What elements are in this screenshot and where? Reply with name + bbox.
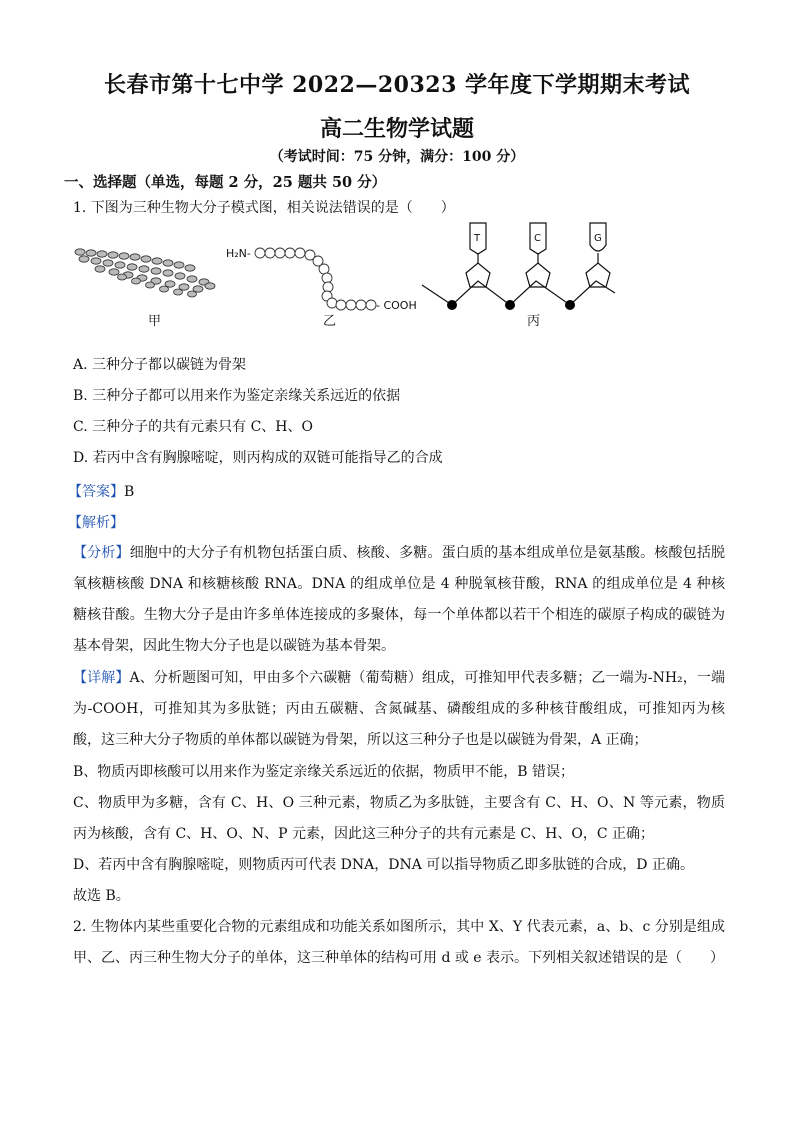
macromolecule-figure [70,215,630,335]
answer-value: B [124,484,135,500]
xiangjie-tag: 【详解】 [73,670,130,686]
exam-info: （考试时间：75 分钟，满分：100 分） [269,149,525,165]
nucleic-acid-diagram [422,223,615,305]
label-yi: 乙 [323,314,337,329]
base-g-label: G [594,233,602,244]
label-jia: 甲 [148,314,162,329]
analysis-heading: 【解析】 [68,515,124,531]
detail-paragraph-b: B、物质丙即核酸可以用来作为鉴定亲缘关系远近的依据，物质甲不能，B 错误； [73,764,575,780]
detail-a-text: A、分析题图可知，甲由多个六碳糖（葡萄糖）组成，可推知甲代表多糖；乙一端为-NH₂，一端为-COOH，可推知其为多肽链；丙由五碳糖、含氮碱基、磷酸组成的多种核苷酸组成，可推知丙为核酸，这三种大分子物质的单体都以碳链为骨架，所以这三种分子也是以碳链为骨架，A 正确； [73,670,725,748]
fenxi-tag: 【分析】 [73,545,130,561]
detail-paragraph-a [73,663,725,756]
section-heading: 一、选择题（单选，每题 2 分，25 题共 50 分） [64,174,387,191]
polypeptide-diagram [255,248,376,310]
conclusion: 故选 B。 [73,888,130,904]
base-c-label: C [534,233,541,244]
answer-line [68,481,134,501]
fenxi-text: 细胞中的大分子有机物包括蛋白质、核酸、多糖。蛋白质的基本组成单位是氨基酸。核酸包括脱氧核糖核酸 DNA 和核糖核酸 RNA。DNA 的组成单位是 4 种脱氧核苷酸，RNA 的组成单位是 4 种核糖核苷酸。生物大分子是由许多单体连接成的多聚体，每一个单体都以若干个相连的碳原子构成的碳链为基本骨架，因此生物大分子也是以碳链为基本骨架。 [73,545,726,654]
question-1-stem: 1. 下图为三种生物大分子模式图，相关说法错误的是（ ） [73,200,455,216]
exam-title: 长春市第十七中学 2022—20323 学年度下学期期末考试 [103,72,691,98]
option-d: D. 若丙中含有胸腺嘧啶，则丙构成的双链可能指导乙的合成 [73,450,443,466]
option-a: A. 三种分子都以碳链为骨架 [73,357,247,373]
amino-end-label: H₂N- [226,247,251,260]
label-bing: 丙 [527,314,541,329]
analysis-paragraph [73,538,725,662]
polysaccharide-diagram [75,249,215,297]
phosphate-groups [447,300,575,310]
carboxyl-end-label: - COOH [376,299,417,312]
detail-paragraph-d: D、若丙中含有胸腺嘧啶，则物质丙可代表 DNA，DNA 可以指导物质乙即多肽链的合成，D 正确。 [73,857,694,873]
option-b: B. 三种分子都可以用来作为鉴定亲缘关系远近的依据 [73,388,401,404]
question-1-options [73,355,443,479]
option-c: C. 三种分子的共有元素只有 C、H、O [73,419,313,435]
detail-paragraph-c: C、物质甲为多糖，含有 C、H、O 三种元素，物质乙为多肽链，主要含有 C、H、O、N 等元素，物质丙为核酸，含有 C、H、O、N、P 元素，因此这三种分子的共有元素是 C、H、O，C 正确； [73,795,725,842]
question-2-stem: 2. 生物体内某些重要化合物的元素组成和功能关系如图所示，其中 X、Y 代表元素，a、b、c 分别是组成甲、乙、丙三种生物大分子的单体，这三种单体的结构可用 d 或 e 表示。下列相关叙述错误的是（ ） [73,919,725,966]
base-t-label: T [474,233,481,244]
exam-subtitle: 高二生物学试题 [319,116,474,142]
answer-tag: 【答案】 [68,484,124,500]
